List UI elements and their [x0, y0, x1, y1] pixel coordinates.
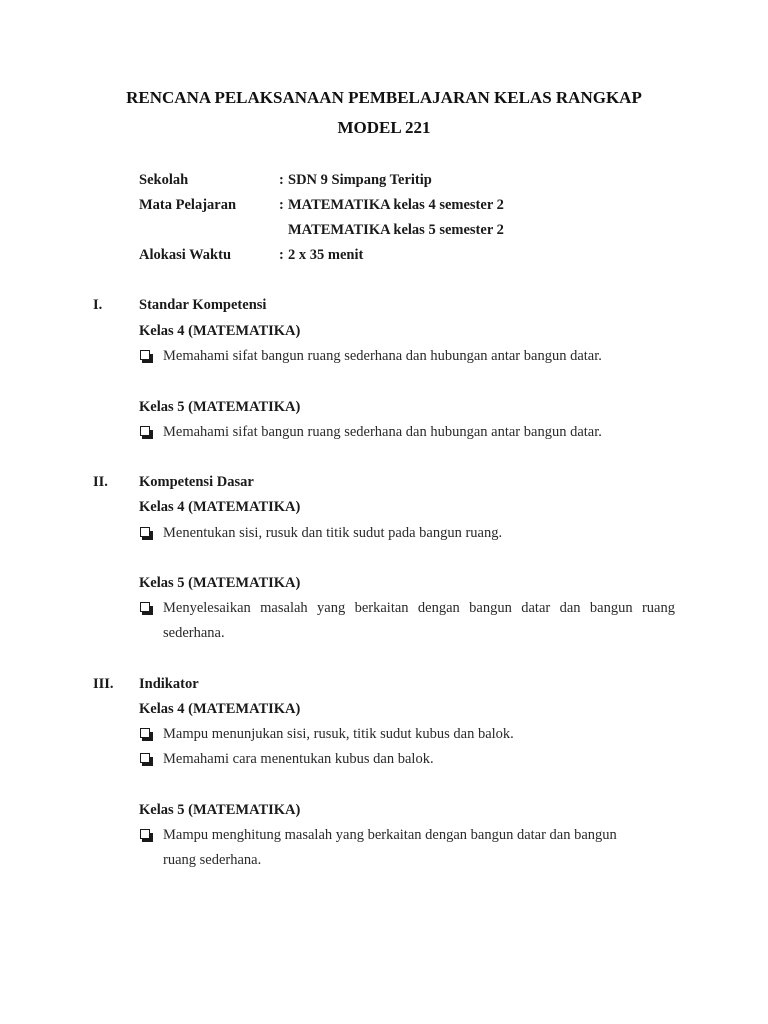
section-heading: Kompetensi Dasar	[139, 474, 254, 490]
school-value: SDN 9 Simpang Teritip	[288, 172, 432, 188]
school-row	[139, 170, 679, 190]
class-label: Kelas 4 (MATEMATIKA)	[139, 323, 301, 339]
list-item-text: Menyelesaikan masalah yang berkaitan dengan bangun datar dan bangun ruang	[163, 600, 675, 616]
subject-row	[139, 195, 679, 215]
checkbox-bullet-icon	[140, 753, 150, 763]
list-item-text: Menentukan sisi, rusuk dan titik sudut pada bangun ruang.	[163, 525, 503, 541]
document-title-line-2: MODEL 221	[337, 118, 431, 137]
colon: :	[279, 172, 284, 188]
list-item-text: Mampu menunjukan sisi, rusuk, titik sudut kubus dan balok.	[163, 726, 514, 742]
checkbox-bullet-icon	[140, 728, 150, 738]
class-label: Kelas 5 (MATEMATIKA)	[139, 575, 301, 591]
list-item-text-continuation: sederhana.	[163, 625, 225, 641]
list-item-text: Memahami cara menentukan kubus dan balok.	[163, 751, 434, 767]
time-allocation-row	[139, 245, 679, 265]
section-numeral: III.	[93, 676, 114, 692]
list-item-text: Mampu menghitung masalah yang berkaitan dengan bangun datar dan bangun	[163, 827, 617, 843]
checkbox-bullet-icon	[140, 350, 150, 360]
class-label: Kelas 4 (MATEMATIKA)	[139, 701, 301, 717]
checkbox-bullet-icon	[140, 527, 150, 537]
list-item-text-continuation: ruang sederhana.	[163, 852, 262, 868]
checkbox-bullet-icon	[140, 829, 150, 839]
class-label: Kelas 4 (MATEMATIKA)	[139, 499, 301, 515]
section-heading: Standar Kompetensi	[139, 297, 267, 313]
school-label: Sekolah	[139, 172, 189, 188]
section-numeral: I.	[93, 297, 103, 313]
section-heading: Indikator	[139, 676, 199, 692]
document-title-line-1: RENCANA PELAKSANAAN PEMBELAJARAN KELAS RANGKAP	[126, 88, 642, 107]
section-numeral: II.	[93, 474, 108, 490]
list-item-text: Memahami sifat bangun ruang sederhana dan hubungan antar bangun datar.	[163, 348, 602, 364]
class-label: Kelas 5 (MATEMATIKA)	[139, 399, 301, 415]
list-item-text: Memahami sifat bangun ruang sederhana dan hubungan antar bangun datar.	[163, 424, 602, 440]
subject-row-2	[139, 220, 679, 240]
checkbox-bullet-icon	[140, 426, 150, 436]
checkbox-bullet-icon	[140, 602, 150, 612]
subject-label: Mata Pelajaran	[139, 197, 237, 213]
subject-value-2: MATEMATIKA kelas 5 semester 2	[288, 222, 504, 238]
class-label: Kelas 5 (MATEMATIKA)	[139, 802, 301, 818]
time-allocation-value: 2 x 35 menit	[288, 247, 364, 263]
colon: :	[279, 247, 284, 263]
colon: :	[279, 197, 284, 213]
subject-value-1: MATEMATIKA kelas 4 semester 2	[288, 197, 504, 213]
time-allocation-label: Alokasi Waktu	[139, 247, 232, 263]
